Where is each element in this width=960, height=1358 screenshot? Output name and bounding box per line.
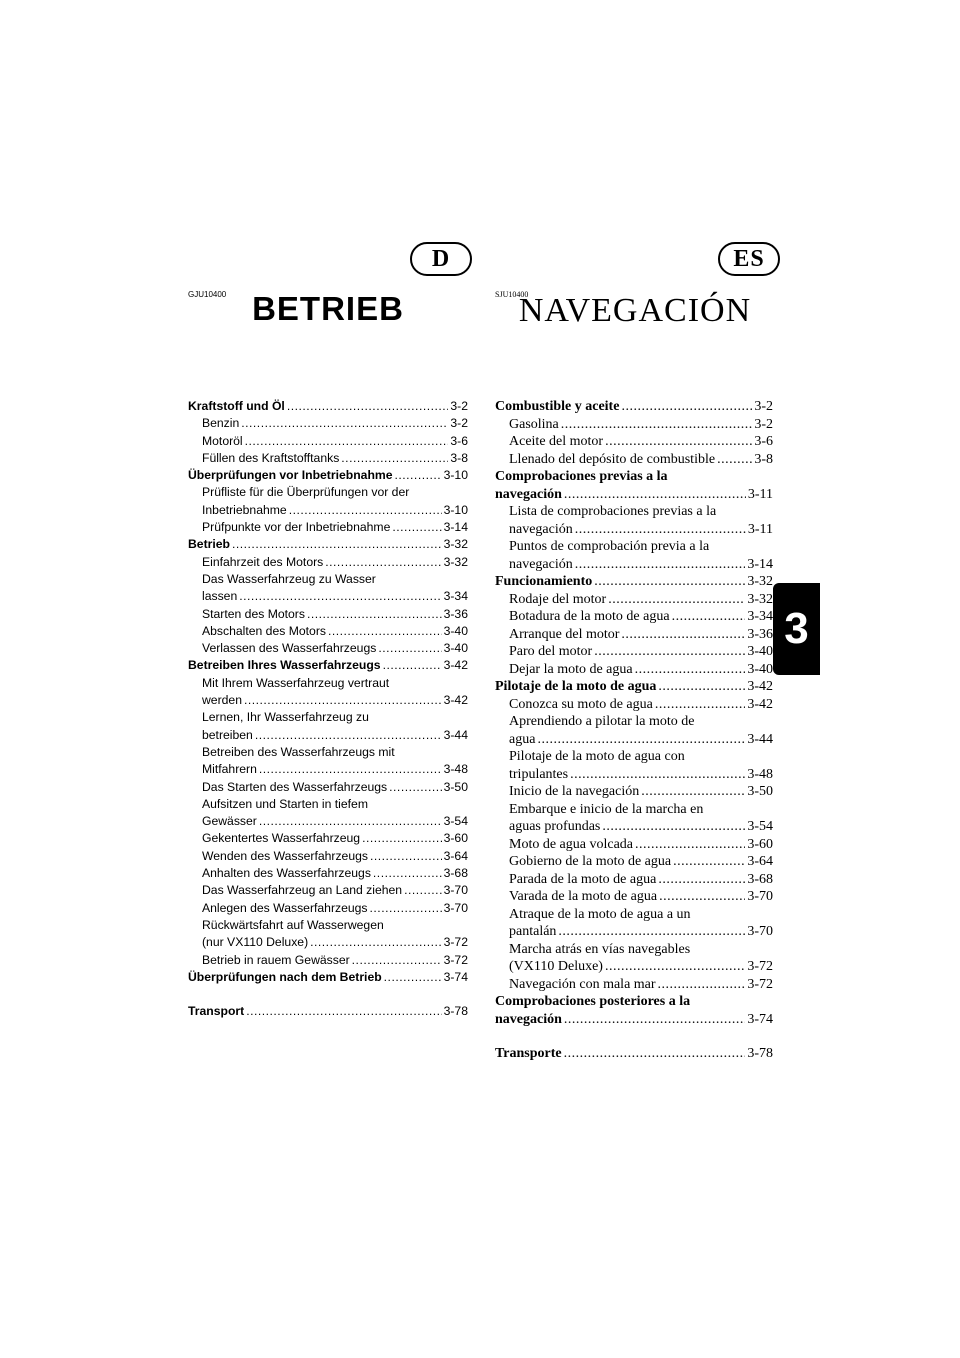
toc-page-number: 3-11 xyxy=(747,521,773,537)
toc-entry-title: Paro del motor xyxy=(509,644,593,659)
leader-dots xyxy=(594,643,745,661)
toc-page-number: 3-54 xyxy=(747,819,773,834)
toc-entry-title: (nur VX110 Deluxe) xyxy=(202,935,309,950)
toc-page-number: 3-50 xyxy=(747,784,773,799)
toc-entry-title: navegación xyxy=(509,521,573,537)
toc-entry-title: Abschalten des Motors xyxy=(202,623,326,638)
toc-section-entry xyxy=(188,969,468,986)
leader-dots xyxy=(241,415,448,432)
toc-entry-title: Parada de la moto de agua xyxy=(509,871,657,887)
toc-page-number: 3-2 xyxy=(754,399,773,414)
toc-entry-title: Rodaje del motor xyxy=(509,591,607,607)
toc-subsection-entry xyxy=(495,608,773,626)
toc-entry-title: lassen xyxy=(202,589,238,604)
leader-dots xyxy=(245,433,449,450)
toc-subsection-entry xyxy=(495,783,773,801)
toc-subsection-entry xyxy=(188,796,468,831)
toc-page-number: 3-36 xyxy=(747,626,773,642)
leader-dots xyxy=(537,731,745,749)
toc-subsection-entry xyxy=(188,952,468,969)
leader-dots xyxy=(389,779,441,796)
toc-page-number: 3-14 xyxy=(443,520,468,535)
toc-page-number: 3-42 xyxy=(747,679,773,694)
toc-section-entry xyxy=(188,467,468,484)
toc-subsection-entry xyxy=(188,554,468,571)
toc-subsection-entry xyxy=(495,538,773,573)
leader-dots xyxy=(564,1045,746,1063)
leader-dots xyxy=(255,727,442,744)
leader-dots xyxy=(575,521,746,539)
leader-dots xyxy=(244,692,442,709)
toc-entry-title: Gewässer xyxy=(202,814,257,829)
toc-entry-title: Anlegen des Wasserfahrzeugs xyxy=(202,900,368,915)
leader-dots xyxy=(658,871,745,889)
toc-entry-title: Gasolina xyxy=(509,416,559,432)
chapter-title-spanish: NAVEGACIÓN xyxy=(518,292,752,329)
toc-entry-title: Verlassen des Wasserfahrzeugs xyxy=(202,641,377,656)
toc-page-number: 3-2 xyxy=(450,399,468,413)
leader-dots xyxy=(621,398,752,416)
leader-dots xyxy=(259,761,442,778)
toc-section-entry xyxy=(495,398,773,416)
toc-entry-title: Kraftstoff und Öl xyxy=(188,399,285,413)
toc-subsection-entry xyxy=(188,519,468,536)
leader-dots xyxy=(373,865,442,882)
leader-dots xyxy=(239,588,441,605)
toc-page-number: 3-42 xyxy=(443,693,468,708)
toc-subsection-entry xyxy=(188,779,468,796)
toc-page-number: 3-44 xyxy=(747,731,773,747)
toc-subsection-entry xyxy=(495,591,773,609)
toc-page-number: 3-34 xyxy=(443,589,468,604)
toc-page-number: 3-78 xyxy=(443,1004,468,1019)
toc-entry-title: Betreiben des Wasserfahrzeugs mit xyxy=(202,744,395,759)
toc-subsection-entry xyxy=(188,571,468,606)
toc-entry-title: Moto de agua volcada xyxy=(509,836,634,852)
toc-section-entry xyxy=(188,398,468,415)
leader-dots xyxy=(395,467,442,484)
leader-dots xyxy=(672,608,746,626)
toc-entry-title: Comprobaciones posteriores a la xyxy=(495,994,691,1009)
chapter-tab: 3 xyxy=(773,583,820,675)
toc-subsection-entry xyxy=(495,626,773,644)
toc-entry-title: aguas profundas xyxy=(509,819,601,834)
leader-dots xyxy=(605,433,752,451)
leader-dots xyxy=(575,556,746,574)
table-of-contents-german xyxy=(188,398,468,1020)
toc-page-number: 3-32 xyxy=(747,591,773,607)
toc-section-entry xyxy=(188,536,468,553)
toc-subsection-entry xyxy=(188,606,468,623)
leader-dots xyxy=(325,554,441,571)
toc-page-number: 3-34 xyxy=(747,609,773,624)
toc-page-number: 3-10 xyxy=(443,468,468,483)
toc-page-number: 3-74 xyxy=(747,1011,773,1027)
toc-entry-title: Wenden des Wasserfahrzeugs xyxy=(202,848,368,863)
toc-entry-title: Arranque del motor xyxy=(509,626,620,642)
toc-page-number: 3-72 xyxy=(443,952,468,967)
toc-entry-title: Das Wasserfahrzeug an Land ziehen xyxy=(202,883,403,898)
toc-entry-title: Überprüfungen vor Inbetriebnahme xyxy=(188,468,393,483)
leader-dots xyxy=(655,696,745,714)
leader-dots xyxy=(659,888,745,906)
toc-entry-title: Prüfpunkte vor der Inbetriebnahme xyxy=(202,520,391,535)
toc-entry-title: Betrieb in rauem Gewässer xyxy=(202,952,350,967)
toc-subsection-entry xyxy=(495,976,773,994)
leader-dots xyxy=(564,486,746,504)
toc-subsection-entry xyxy=(188,848,468,865)
toc-subsection-entry xyxy=(188,484,468,519)
toc-section-entry xyxy=(495,993,773,1028)
toc-subsection-entry xyxy=(495,713,773,748)
leader-dots xyxy=(370,900,442,917)
leader-dots xyxy=(558,923,745,941)
toc-subsection-entry xyxy=(188,917,468,952)
toc-page-number: 3-78 xyxy=(747,1046,773,1061)
toc-subsection-entry xyxy=(495,503,773,538)
toc-entry-title: Navegación con mala mar xyxy=(509,976,656,992)
toc-subsection-entry xyxy=(188,450,468,467)
toc-entry-title: Inicio de la navegación xyxy=(509,784,640,799)
toc-entry-title: Embarque e inicio de la marcha en xyxy=(509,801,704,817)
toc-page-number: 3-72 xyxy=(747,976,773,992)
toc-page-number: 3-32 xyxy=(443,537,468,552)
toc-entry-title: Benzin xyxy=(202,416,240,431)
toc-subsection-entry xyxy=(188,865,468,882)
toc-subsection-entry xyxy=(188,830,468,847)
leader-dots xyxy=(378,640,441,657)
leader-dots xyxy=(561,416,753,434)
toc-entry-title: Dejar la moto de agua xyxy=(509,661,633,677)
toc-page-number: 3-60 xyxy=(747,836,773,852)
toc-entry-title: navegación xyxy=(495,1011,562,1027)
toc-page-number: 3-36 xyxy=(443,606,468,621)
toc-entry-title: Funcionamiento xyxy=(495,574,593,589)
toc-page-number: 3-40 xyxy=(443,641,468,656)
toc-entry-title: Aufsitzen und Starten in tiefem xyxy=(202,796,368,811)
toc-subsection-entry xyxy=(188,433,468,450)
toc-entry-title: Mitfahrern xyxy=(202,762,257,777)
leader-dots xyxy=(362,830,442,847)
chapter-title-german: BETRIEB xyxy=(252,290,404,327)
toc-subsection-entry xyxy=(495,416,773,434)
toc-page-number: 3-50 xyxy=(443,779,468,794)
toc-section-entry xyxy=(188,657,468,674)
leader-dots xyxy=(621,626,745,644)
toc-page-number: 3-64 xyxy=(443,848,468,863)
leader-dots xyxy=(404,882,442,899)
leader-dots xyxy=(307,606,442,623)
toc-entry-title: Das Wasserfahrzeug zu Wasser xyxy=(202,571,376,586)
toc-page-number: 3-74 xyxy=(443,969,468,984)
leader-dots xyxy=(635,836,745,854)
toc-entry-title: navegación xyxy=(509,556,573,572)
leader-dots xyxy=(370,848,442,865)
toc-entry-title: Marcha atrás en vías navegables xyxy=(509,941,691,957)
table-of-contents-spanish xyxy=(495,398,773,1063)
toc-entry-title: Überprüfungen nach dem Betrieb xyxy=(188,969,382,984)
toc-subsection-entry xyxy=(188,882,468,899)
leader-dots xyxy=(673,853,745,871)
toc-page-number: 3-72 xyxy=(747,959,773,974)
toc-subsection-entry xyxy=(495,906,773,941)
toc-entry-title: Betrieb xyxy=(188,537,230,552)
toc-subsection-entry xyxy=(495,661,773,679)
toc-page-number: 3-70 xyxy=(443,900,468,915)
toc-page-number: 3-40 xyxy=(747,644,773,659)
toc-entry-title: Starten des Motors xyxy=(202,606,305,621)
toc-page-number: 3-2 xyxy=(754,416,773,432)
toc-entry-title: Pilotaje de la moto de agua xyxy=(495,679,657,694)
toc-entry-title: Transport xyxy=(188,1004,245,1019)
toc-entry-title: Combustible y aceite xyxy=(495,399,620,414)
toc-page-number: 3-32 xyxy=(747,574,773,589)
toc-page-number: 3-40 xyxy=(747,661,773,677)
toc-entry-title: Aprendiendo a pilotar la moto de xyxy=(509,714,695,729)
toc-page-number: 3-6 xyxy=(450,433,468,448)
toc-entry-title: Gekentertes Wasserfahrzeug xyxy=(202,831,361,846)
toc-section-entry xyxy=(495,573,773,591)
toc-subsection-entry xyxy=(495,941,773,976)
toc-page-number: 3-48 xyxy=(443,762,468,777)
toc-entry-title: Anhalten des Wasserfahrzeugs xyxy=(202,866,371,881)
leader-dots xyxy=(341,450,448,467)
leader-dots xyxy=(570,766,745,784)
leader-dots xyxy=(635,661,746,679)
toc-entry-title: Prüfliste für die Überprüfungen vor der xyxy=(202,485,410,500)
toc-subsection-entry xyxy=(495,696,773,714)
leader-dots xyxy=(658,976,746,994)
toc-subsection-entry xyxy=(188,675,468,710)
leader-dots xyxy=(392,519,441,536)
toc-entry-title: Rückwärtsfahrt auf Wasserwegen xyxy=(202,917,384,932)
toc-entry-title: Transporte xyxy=(495,1046,562,1061)
toc-page-number: 3-42 xyxy=(747,696,773,712)
toc-entry-title: Mit Ihrem Wasserfahrzeug vertraut xyxy=(202,675,390,690)
toc-entry-title: Atraque de la moto de agua a un xyxy=(509,906,691,922)
toc-page-number: 3-70 xyxy=(443,883,468,898)
toc-subsection-entry xyxy=(188,415,468,432)
toc-subsection-entry xyxy=(495,451,773,469)
toc-entry-title: betreiben xyxy=(202,727,253,742)
leader-dots xyxy=(289,502,442,519)
leader-dots xyxy=(602,818,745,836)
toc-entry-title: Llenado del depósito de combustible xyxy=(509,451,716,467)
toc-subsection-entry xyxy=(188,623,468,640)
toc-page-number: 3-68 xyxy=(443,866,468,881)
toc-page-number: 3-44 xyxy=(443,727,468,742)
toc-section-entry xyxy=(495,678,773,696)
toc-entry-title: werden xyxy=(202,693,242,708)
leader-dots xyxy=(259,813,442,830)
leader-dots xyxy=(246,1003,441,1020)
toc-entry-title: navegación xyxy=(495,486,562,502)
section-code-spanish: SJU10400 xyxy=(495,290,529,299)
toc-entry-title: Füllen des Kraftstofftanks xyxy=(202,450,340,465)
leader-dots xyxy=(310,934,441,951)
toc-page-number: 3-42 xyxy=(443,658,468,673)
toc-page-number: 3-6 xyxy=(754,434,773,449)
toc-page-number: 3-11 xyxy=(747,486,773,502)
leader-dots xyxy=(287,398,449,415)
toc-subsection-entry xyxy=(495,871,773,889)
toc-entry-title: Puntos de comprobación previa a la xyxy=(509,539,710,554)
toc-page-number: 3-70 xyxy=(747,889,773,904)
leader-dots xyxy=(328,623,442,640)
toc-page-number: 3-72 xyxy=(443,935,468,950)
toc-entry-title: Conozca su moto de agua xyxy=(509,696,653,712)
leader-dots xyxy=(352,952,442,969)
toc-entry-title: Das Starten des Wasserfahrzeugs xyxy=(202,779,388,794)
toc-page-number: 3-14 xyxy=(747,556,773,572)
toc-page-number: 3-8 xyxy=(450,450,468,465)
toc-page-number: 3-64 xyxy=(747,854,773,869)
toc-entry-title: Inbetriebnahme xyxy=(202,502,287,517)
toc-section-entry xyxy=(495,468,773,503)
toc-entry-title: (VX110 Deluxe) xyxy=(509,959,603,974)
leader-dots xyxy=(641,783,745,801)
toc-entry-title: Betreiben Ihres Wasserfahrzeugs xyxy=(188,658,381,673)
toc-entry-title: pantalán xyxy=(509,924,557,939)
toc-page-number: 3-8 xyxy=(754,451,773,467)
toc-page-number: 3-70 xyxy=(747,924,773,939)
section-code-german: GJU10400 xyxy=(188,290,227,299)
toc-page-number: 3-54 xyxy=(443,814,468,829)
toc-section-entry xyxy=(188,1003,468,1020)
toc-entry-title: Lernen, Ihr Wasserfahrzeug zu xyxy=(202,710,369,725)
toc-page-number: 3-68 xyxy=(747,871,773,887)
toc-subsection-entry xyxy=(495,836,773,854)
toc-entry-title: Motoröl xyxy=(202,433,243,448)
toc-entry-title: Gobierno de la moto de agua xyxy=(509,854,672,869)
leader-dots xyxy=(384,969,442,986)
toc-subsection-entry xyxy=(188,640,468,657)
toc-subsection-entry xyxy=(495,748,773,783)
toc-subsection-entry xyxy=(188,709,468,744)
toc-page-number: 3-32 xyxy=(443,554,468,569)
toc-entry-title: Pilotaje de la moto de agua con xyxy=(509,749,685,764)
toc-entry-title: Varada de la moto de agua xyxy=(509,889,658,904)
leader-dots xyxy=(717,451,752,469)
toc-entry-title: Comprobaciones previas a la xyxy=(495,469,668,484)
toc-page-number: 3-60 xyxy=(443,831,468,846)
toc-subsection-entry xyxy=(495,643,773,661)
toc-page-number: 3-10 xyxy=(443,502,468,517)
toc-subsection-entry xyxy=(495,801,773,836)
toc-subsection-entry xyxy=(495,853,773,871)
leader-dots xyxy=(658,678,745,696)
toc-subsection-entry xyxy=(188,900,468,917)
language-badge-spanish: ES xyxy=(718,242,780,276)
toc-subsection-entry xyxy=(188,744,468,779)
toc-entry-title: Botadura de la moto de agua xyxy=(509,609,670,624)
toc-entry-title: Aceite del motor xyxy=(509,434,604,449)
toc-entry-title: Einfahrzeit des Motors xyxy=(202,554,324,569)
toc-page-number: 3-48 xyxy=(747,766,773,782)
language-badge-german: D xyxy=(410,242,472,276)
toc-page-number: 3-2 xyxy=(450,416,468,431)
leader-dots xyxy=(564,1011,745,1029)
leader-dots xyxy=(232,536,442,553)
toc-subsection-entry xyxy=(495,888,773,906)
leader-dots xyxy=(383,657,442,674)
toc-subsection-entry xyxy=(495,433,773,451)
leader-dots xyxy=(608,591,745,609)
leader-dots xyxy=(594,573,745,591)
toc-entry-title: tripulantes xyxy=(509,766,569,782)
toc-entry-title: Lista de comprobaciones previas a la xyxy=(509,504,717,519)
toc-page-number: 3-40 xyxy=(443,623,468,638)
toc-section-entry xyxy=(495,1045,773,1063)
toc-entry-title: agua xyxy=(509,731,536,747)
leader-dots xyxy=(605,958,745,976)
